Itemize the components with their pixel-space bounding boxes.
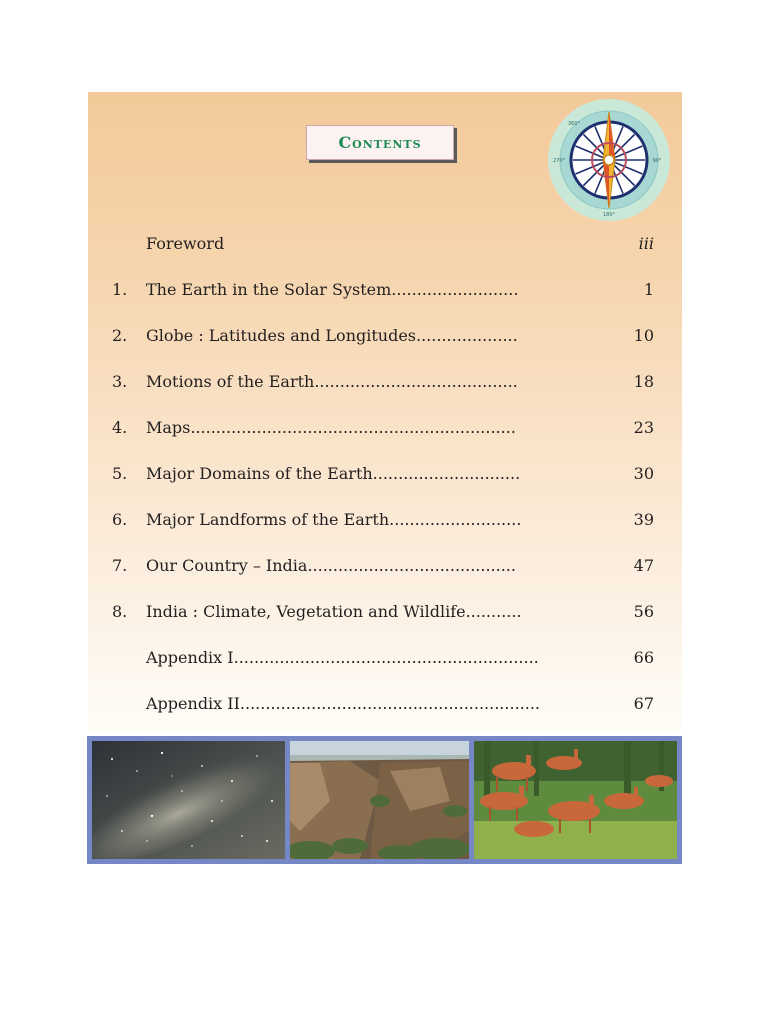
toc-title: Our Country – India.........................................: [146, 556, 516, 575]
toc-title: Appendix II...........................................................: [146, 694, 540, 713]
toc-row-chapter-7[interactable]: [88, 556, 682, 582]
bearing-label: 270°: [552, 158, 566, 164]
toc-page-number: 30: [633, 464, 654, 483]
toc-row-chapter-5[interactable]: [88, 464, 682, 490]
toc-row-chapter-6[interactable]: [88, 510, 682, 536]
page-title: Contents: [338, 133, 422, 152]
toc-row-appendix-2[interactable]: [88, 694, 682, 720]
toc-number: 4.: [112, 418, 128, 437]
toc-number: 7.: [112, 556, 128, 575]
toc-row-chapter-4[interactable]: [88, 418, 682, 444]
toc-page-number: 47: [633, 556, 654, 575]
bearing-label: 360°: [568, 121, 581, 127]
toc-page-number: 18: [633, 372, 654, 391]
toc-row-chapter-8[interactable]: [88, 602, 682, 628]
toc-page-number: 66: [633, 648, 654, 667]
toc-number: 6.: [112, 510, 128, 529]
toc-row-chapter-3[interactable]: [88, 372, 682, 398]
toc-title: The Earth in the Solar System.........................: [146, 280, 519, 299]
toc-page-number: 39: [633, 510, 654, 529]
toc-page-number: iii: [638, 234, 654, 253]
toc-title: Major Domains of the Earth.............................: [146, 464, 521, 483]
toc-page-number: 56: [633, 602, 654, 621]
bearing-label: 180°: [602, 212, 616, 218]
toc-row-appendix-1[interactable]: [88, 648, 682, 674]
toc-number: 5.: [112, 464, 128, 483]
toc-title: Globe : Latitudes and Longitudes....................: [146, 326, 518, 345]
toc-number: 2.: [112, 326, 128, 345]
photo-strip: [87, 736, 682, 864]
toc-title: Motions of the Earth........................................: [146, 372, 518, 391]
toc-page-number: 1: [643, 280, 654, 299]
night-sky-stars-photo: [92, 741, 285, 859]
toc-title: India : Climate, Vegetation and Wildlife...........: [146, 602, 522, 621]
toc-title: Maps................................................................: [146, 418, 516, 437]
toc-title: Major Landforms of the Earth..........................: [146, 510, 522, 529]
deer-herd-grassland-photo: [474, 741, 677, 859]
bearing-label: 90°: [652, 158, 662, 164]
toc-number: 1.: [112, 280, 128, 299]
toc-row-foreword[interactable]: [88, 234, 682, 260]
contents-panel: [88, 92, 682, 732]
table-of-contents: [88, 92, 682, 732]
toc-title: Foreword: [146, 234, 225, 253]
toc-number: 8.: [112, 602, 128, 621]
canyon-cliffs-photo: [290, 741, 469, 859]
toc-page-number: 10: [633, 326, 654, 345]
toc-page-number: 67: [633, 694, 654, 713]
toc-row-chapter-1[interactable]: [88, 280, 682, 306]
toc-row-chapter-2[interactable]: [88, 326, 682, 352]
toc-number: 3.: [112, 372, 128, 391]
toc-page-number: 23: [633, 418, 654, 437]
toc-title: Appendix I............................................................: [146, 648, 539, 667]
